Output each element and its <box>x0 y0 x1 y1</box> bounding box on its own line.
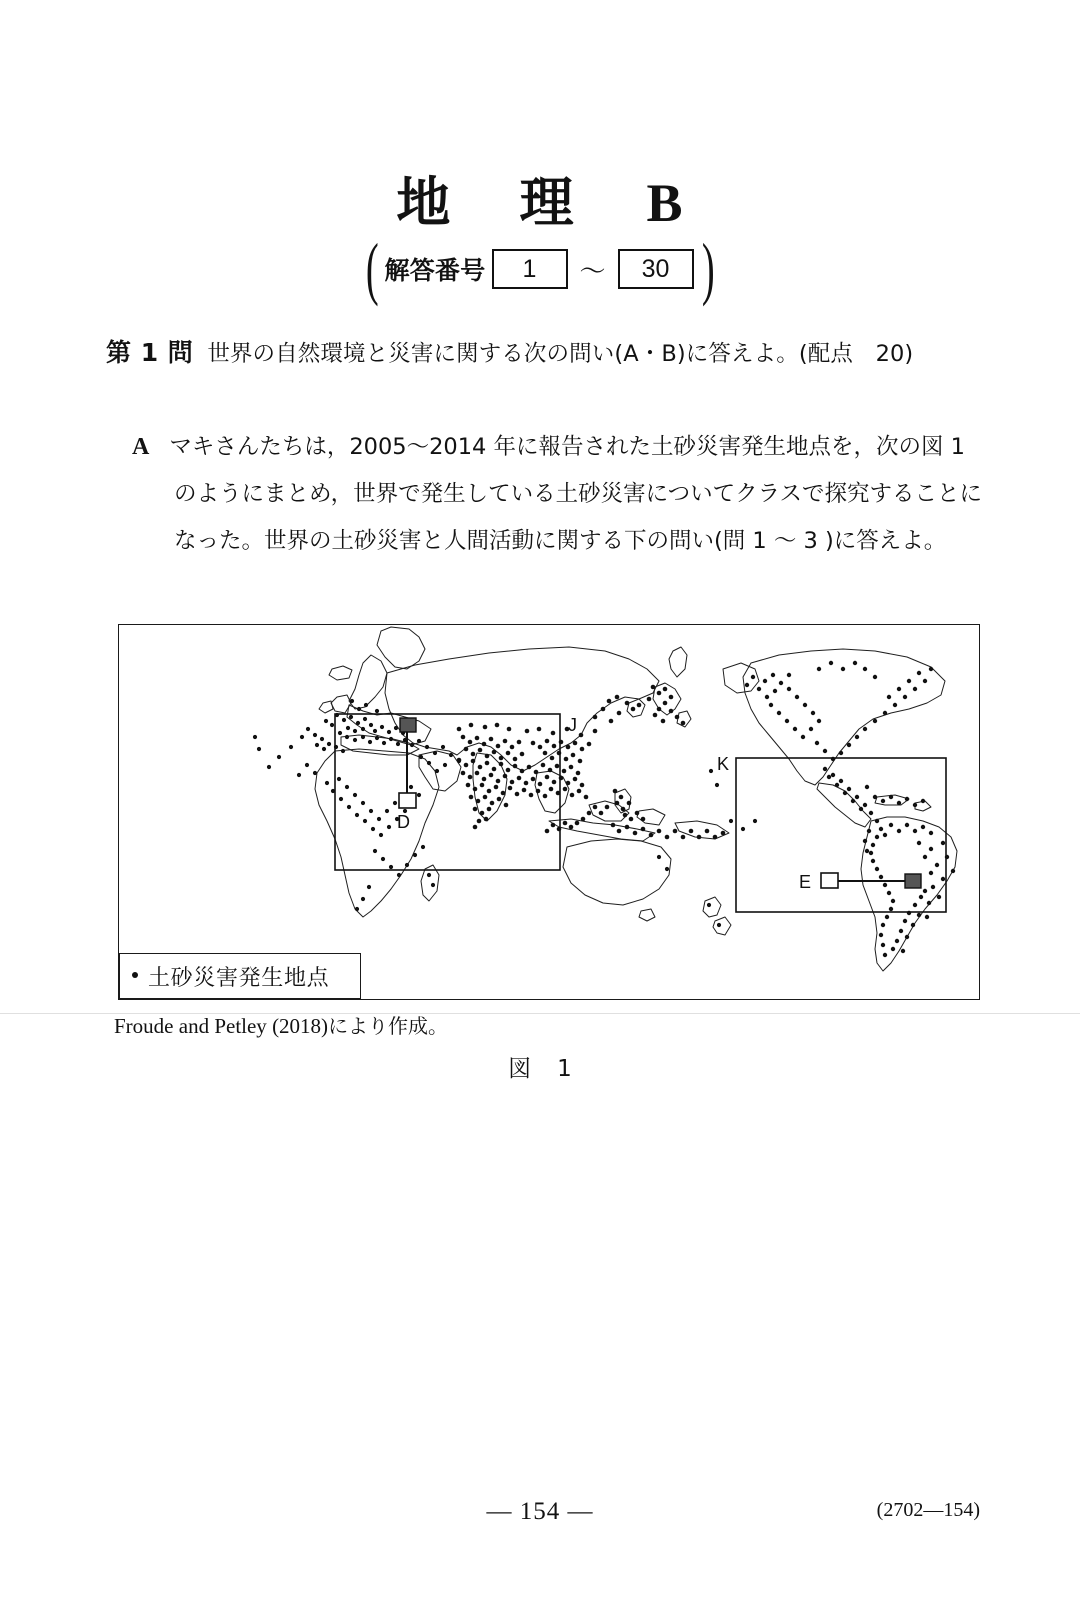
title-char-1: 地 <box>396 173 452 233</box>
detail-marker-e <box>799 872 921 892</box>
figure-caption-label: 図 <box>508 1056 532 1082</box>
page-title <box>0 160 1080 237</box>
figure-caption-number: 1 <box>557 1056 572 1082</box>
figure-source-author: Froude and Petley <box>114 1014 267 1038</box>
detail-label-e: E <box>799 872 812 892</box>
figure-source-suffix: により作成。 <box>328 1014 449 1038</box>
title-char-3: B <box>646 173 684 233</box>
figure-source-year: (2018) <box>272 1014 329 1038</box>
answer-number-label: 解答番号 <box>384 256 486 286</box>
answer-number-end-box: 30 <box>618 249 694 289</box>
figure-caption <box>0 1050 1080 1083</box>
paragraph-line-3: なった。世界の土砂災害と人間活動に関する下の問い(問 1 ～ 3 )に答えよ。 <box>174 528 947 554</box>
question-heading <box>106 333 986 369</box>
open-paren: ( <box>365 230 379 308</box>
answer-number-start-box: 1 <box>492 249 568 289</box>
page-number: — 154 — <box>486 1498 594 1525</box>
region-label-j: J <box>568 715 577 735</box>
world-map-svg <box>119 625 977 997</box>
legend-label: 土砂災害発生地点 <box>148 965 330 991</box>
answer-number-tilde: ～ <box>579 256 606 286</box>
close-paren: ) <box>701 230 715 308</box>
map-legend <box>119 953 361 999</box>
question-heading-text: 世界の自然環境と災害に関する次の問い(A・B)に答えよ。(配点 20) <box>207 341 914 367</box>
legend-dot-icon <box>132 972 138 978</box>
figure-1-map-frame <box>118 624 980 1000</box>
question-number: 第 1 問 <box>106 338 194 367</box>
paragraph-line-1-text: マキさんたちは，2005～2014 年に報告された土砂災害発生地点を，次の図 1 <box>169 434 965 460</box>
section-marker-a: A <box>132 434 150 460</box>
answer-number-range <box>0 230 1080 308</box>
figure-source <box>114 1010 448 1039</box>
section-a-paragraph <box>132 424 982 565</box>
detail-label-d: D <box>397 812 410 832</box>
region-box-j <box>335 714 560 870</box>
form-code: (2702—154) <box>876 1499 980 1521</box>
region-label-k: K <box>717 754 730 774</box>
title-char-2: 理 <box>519 173 575 233</box>
paragraph-line-1 <box>132 424 982 471</box>
detail-marker-d <box>397 718 416 832</box>
paragraph-line-2: のようにまとめ，世界で発生している土砂災害についてクラスで探究することに <box>174 481 982 507</box>
